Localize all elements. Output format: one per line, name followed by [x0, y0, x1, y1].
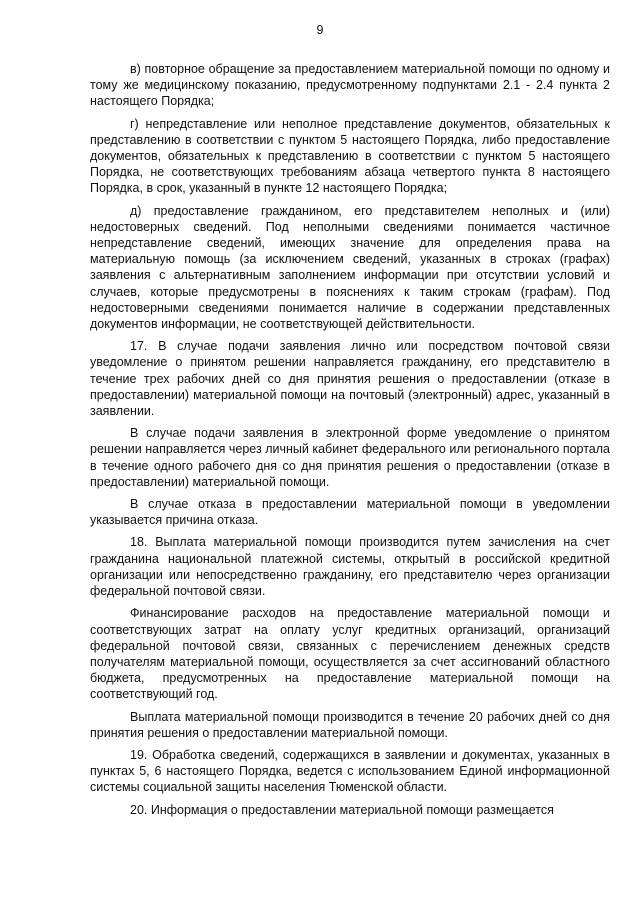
paragraph-3d: д) предоставление гражданином, его представителем неполных и (или) недостоверных сведений. Под неполными сведениями понимается частичное непредставление сведений, имеющих значение для определения права на материальную помощь (за исключением сведений, указанных в строках (графах) заявления с альтернативным заполнением информации при отсутствии условий и случаев, которые предусмотрены в пояснениях к таким строкам (графам). Под недостоверными сведениями понимается наличие в содержании представленных документов информации, не соответствующей действительности. — [90, 203, 610, 332]
document-body — [90, 61, 610, 824]
paragraph-20: 20. Информация о предоставлении материальной помощи размещается — [130, 802, 554, 817]
paragraph-18-financing: Финансирование расходов на предоставление материальной помощи и соответствующих затрат на оплату услуг кредитных организаций, организаций федеральной почтовой связи, связанных с перечислением денежных средств получателям материальной помощи, осуществляется за счет ассигнований областного бюджета, предусмотренных на предоставление материальной помощи на соответствующий год. — [90, 606, 610, 702]
paragraph-17: 17. В случае подачи заявления лично или посредством почтовой связи уведомление о принятом решении направляется гражданину, его представителю в течение трех рабочих дней со дня принятия решения о предоставлении (отказе в предоставлении) материальной помощи на почтовый (электронный) адрес, указанный в заявлении. — [90, 339, 610, 419]
page-number: 9 — [316, 23, 324, 37]
paragraph-3v: в) повторное обращение за предоставлением материальной помощи по одному и тому же медицинскому показанию, предусмотренному подпунктами 2.1 - 2.4 пункта 2 настоящего Порядка; — [90, 62, 610, 109]
paragraph-18-term: Выплата материальной помощи производится в течение 20 рабочих дней со дня принятия решения о предоставлении материальной помощи. — [90, 709, 610, 740]
paragraph-3g: г) непредставление или неполное представление документов, обязательных к представлению в соответствии с пунктом 5 настоящего Порядка, либо предоставление документов, обязательных к представлению в соответствии с пунктом 5 настоящего Порядка, не соответствующих требованиям абзаца четвертого пункта 8 настоящего Порядка, в срок, указанный в пункте 12 настоящего Порядка; — [90, 116, 610, 196]
paragraph-19: 19. Обработка сведений, содержащихся в заявлении и документах, указанных в пунктах 5, 6 настоящего Порядка, ведется с использованием Единой информационной системы социальной защиты населения Тюменской области. — [90, 747, 610, 795]
paragraph-18: 18. Выплата материальной помощи производится путем зачисления на счет гражданина национальной платежной системы, открытый в российской кредитной организации или непосредственно гражданину, его представителю через организации федеральной почтовой связи. — [90, 535, 610, 599]
paragraph-17-electronic: В случае подачи заявления в электронной форме уведомление о принятом решении направляется через личный кабинет федерального или регионального портала в течение одного рабочего дня со дня принятия решения о предоставлении (отказе в предоставлении) материальной помощи. — [90, 426, 610, 489]
paragraph-17-refusal: В случае отказа в предоставлении материальной помощи в уведомлении указывается причина отказа. — [90, 497, 610, 528]
